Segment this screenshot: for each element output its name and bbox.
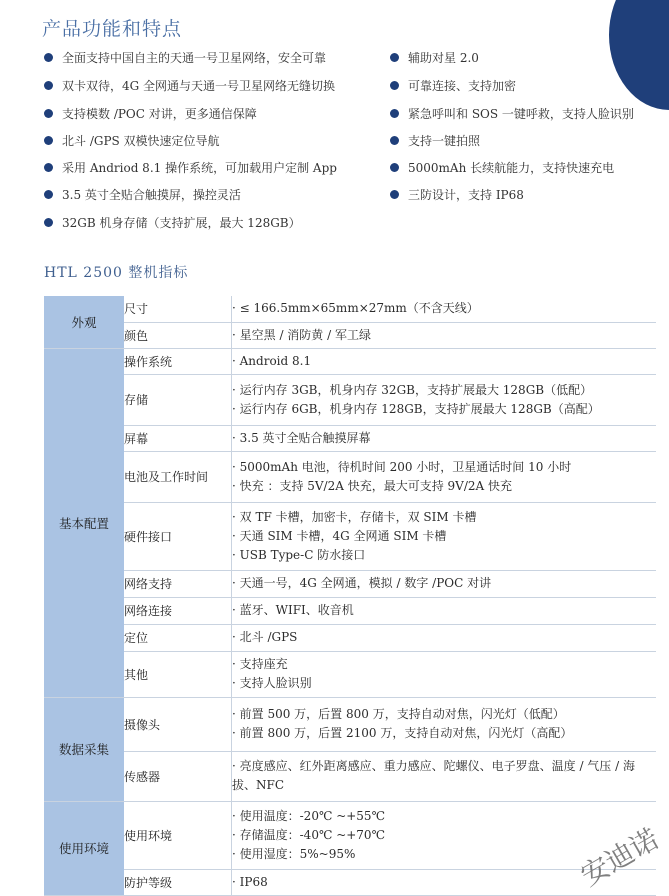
bullet-icon — [44, 53, 53, 62]
table-row — [44, 374, 656, 425]
table-row — [44, 570, 656, 597]
table-row — [44, 869, 656, 895]
table-row — [44, 502, 656, 570]
label-cell: 屏幕 — [124, 425, 232, 451]
bullet-icon — [44, 109, 53, 118]
table-row — [44, 624, 656, 651]
spec-title: HTL 2500 整机指标 — [44, 265, 189, 281]
bullet-icon — [44, 190, 53, 199]
table-row — [44, 651, 656, 697]
feature-item: 支持一键拍照 — [390, 131, 480, 149]
value-cell: · Android 8.1 — [232, 348, 657, 374]
feature-item: 5000mAh 长续航能力，支持快速充电 — [390, 158, 614, 176]
table-row — [44, 425, 656, 451]
label-cell: 网络连接 — [124, 597, 232, 624]
category-cell: 基本配置 — [44, 348, 124, 697]
bullet-icon — [44, 163, 53, 172]
label-cell: 尺寸 — [124, 296, 232, 322]
features-list — [44, 46, 654, 236]
table-row — [44, 751, 656, 801]
label-cell: 操作系统 — [124, 348, 232, 374]
value-cell: · IP68 — [232, 869, 657, 895]
label-cell: 硬件接口 — [124, 502, 232, 570]
feature-item: 支持模数 /POC 对讲，更多通信保障 — [44, 104, 257, 122]
feature-item: 辅助对星 2.0 — [390, 48, 479, 66]
category-cell: 数据采集 — [44, 697, 124, 801]
table-row — [44, 296, 656, 322]
value-cell: · 天通一号，4G 全网通，模拟 / 数字 /POC 对讲 — [232, 570, 657, 597]
watermark: 安迪诺 — [575, 822, 665, 893]
bullet-icon — [44, 136, 53, 145]
label-cell: 传感器 — [124, 751, 232, 801]
bullet-icon — [390, 163, 399, 172]
value-cell: · 星空黑 / 消防黄 / 军工绿 — [232, 322, 657, 348]
value-cell: · 蓝牙、WIFI、收音机 — [232, 597, 657, 624]
category-cell: 使用环境 — [44, 801, 124, 895]
table-row — [44, 348, 656, 374]
value-cell: · ≤ 166.5mm×65mm×27mm（不含天线） — [232, 296, 657, 322]
value-cell: · 使用温度：-20℃ ~+55℃ · 存储温度：-40℃ ~+70℃ · 使用湿度：5%~95% — [232, 801, 657, 869]
feature-item: 紧急呼叫和 SOS 一键呼救，支持人脸识别 — [390, 104, 634, 122]
bullet-icon — [390, 136, 399, 145]
table-row — [44, 801, 656, 869]
spec-table — [44, 296, 656, 896]
table-row — [44, 597, 656, 624]
label-cell: 定位 — [124, 624, 232, 651]
feature-item: 采用 Andriod 8.1 操作系统，可加载用户定制 App — [44, 158, 337, 176]
label-cell: 防护等级 — [124, 869, 232, 895]
value-cell: · 3.5 英寸全贴合触摸屏幕 — [232, 425, 657, 451]
table-row — [44, 451, 656, 502]
value-cell: · 亮度感应、红外距离感应、重力感应、陀螺仪、电子罗盘、温度 / 气压 / 海拔、NFC — [232, 751, 657, 801]
label-cell: 颜色 — [124, 322, 232, 348]
table-row — [44, 697, 656, 751]
feature-item: 北斗 /GPS 双模快速定位导航 — [44, 131, 220, 149]
features-title: 产品功能和特点 — [42, 18, 183, 40]
category-cell: 外观 — [44, 296, 124, 348]
feature-item: 32GB 机身存储（支持扩展，最大 128GB） — [44, 213, 301, 231]
bullet-icon — [390, 53, 399, 62]
bullet-icon — [390, 190, 399, 199]
feature-item: 全面支持中国自主的天通一号卫星网络，安全可靠 — [44, 48, 326, 66]
label-cell: 其他 — [124, 651, 232, 697]
label-cell: 网络支持 — [124, 570, 232, 597]
bullet-icon — [44, 81, 53, 90]
value-cell: · 5000mAh 电池，待机时间 200 小时，卫星通话时间 10 小时 · 快充 ：支持 5V/2A 快充，最大可支持 9V/2A 快充 — [232, 451, 657, 502]
label-cell: 摄像头 — [124, 697, 232, 751]
value-cell: · 双 TF 卡槽，加密卡，存储卡，双 SIM 卡槽 · 天通 SIM 卡槽，4G 全网通 SIM 卡槽 · USB Type-C 防水接口 — [232, 502, 657, 570]
table-row — [44, 322, 656, 348]
bullet-icon — [390, 109, 399, 118]
feature-item: 可靠连接、支持加密 — [390, 76, 516, 94]
label-cell: 使用环境 — [124, 801, 232, 869]
value-cell: · 北斗 /GPS — [232, 624, 657, 651]
value-cell: · 支持座充 · 支持人脸识别 — [232, 651, 657, 697]
bullet-icon — [390, 81, 399, 90]
value-cell: · 运行内存 3GB，机身内存 32GB，支持扩展最大 128GB（低配） · 运行内存 6GB，机身内存 128GB，支持扩展最大 128GB（高配） — [232, 374, 657, 425]
bullet-icon — [44, 218, 53, 227]
value-cell: · 前置 500 万，后置 800 万，支持自动对焦，闪光灯（低配） · 前置 800 万，后置 2100 万，支持自动对焦，闪光灯（高配） — [232, 697, 657, 751]
feature-item: 双卡双待，4G 全网通与天通一号卫星网络无缝切换 — [44, 76, 335, 94]
feature-item: 3.5 英寸全贴合触摸屏，操控灵活 — [44, 185, 241, 203]
label-cell: 电池及工作时间 — [124, 451, 232, 502]
label-cell: 存储 — [124, 374, 232, 425]
feature-item: 三防设计，支持 IP68 — [390, 185, 524, 203]
